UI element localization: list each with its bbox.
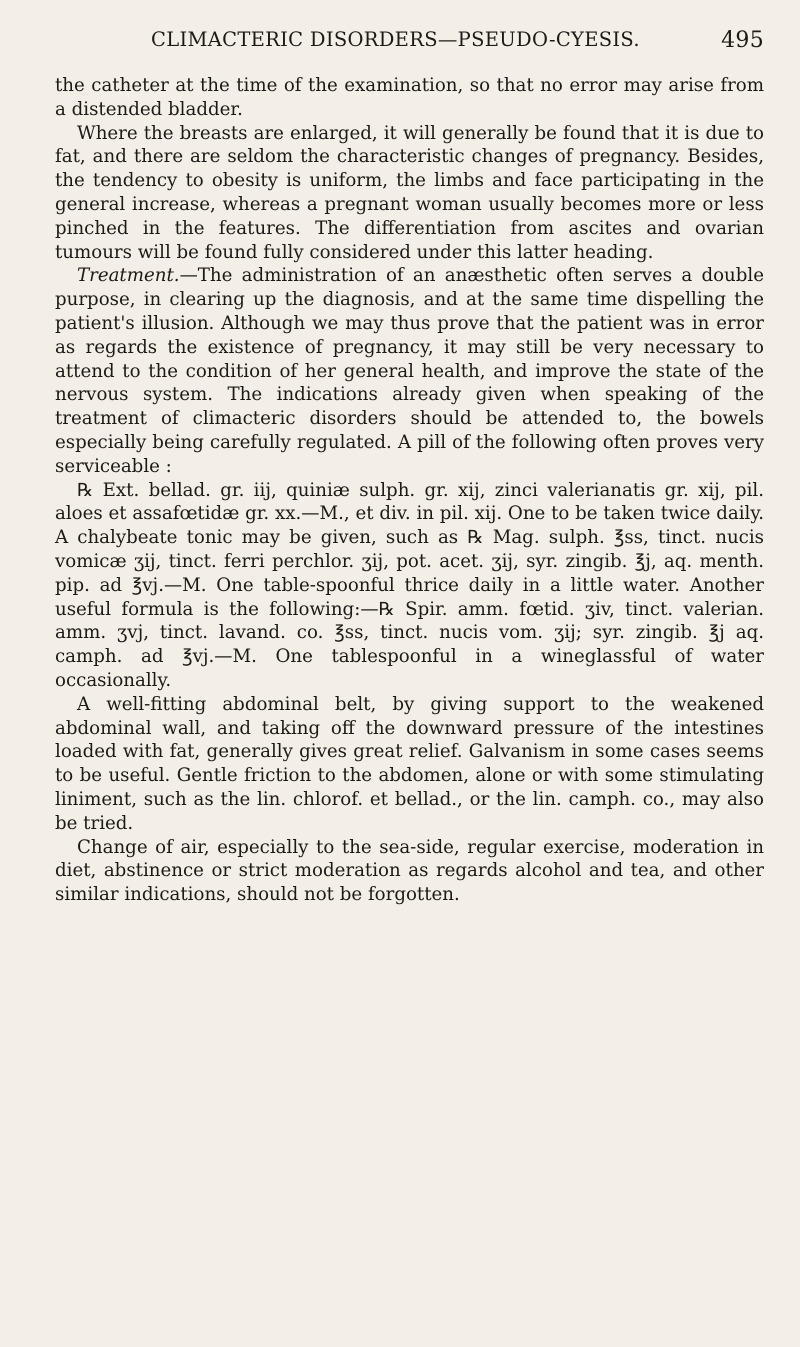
running-head-title: CLIMACTERIC DISORDERS—PSEUDO-CYESIS.: [151, 28, 640, 51]
running-head: [55, 28, 764, 62]
paragraph-text: A well-fitting abdominal belt, by giving support to the weakened abdominal wall, and taking off the downward pressure of the intestines loaded with fat, generally gives great relief. Galvanism in some cases seems to be useful. Gentle friction to the abdomen, alone or with some stimulating liniment, such as the lin. chlorof. et bellad., or the lin. camph. co., may also be tried.: [55, 693, 764, 834]
paragraph-text: —The administration of an anæsthetic often serves a double purpose, in clearing up the diagnosis, and at the same time dispelling the patient's illusion. Although we may thus prove that the patient was in error as regards the existence of pregnancy, it may still be very necessary to attend to the condition of her general health, and improve the state of the nervous system. The indications already given when speaking of the treatment of climacteric disorders should be attended to, the bowels especially being carefully regulated. A pill of the following often proves very serviceable :: [55, 265, 764, 477]
page-number: 495: [721, 28, 764, 53]
paragraph-change-of-air: [55, 836, 764, 907]
paragraph-continuation: [55, 74, 764, 122]
paragraph-text: Where the breasts are enlarged, it will generally be found that it is due to fat, and there are seldom the characteristic changes of pregnancy. Besides, the tendency to obesity is uniform, the limbs and face participating in the general increase, whereas a pregnant woman usually becomes more or less pinched in the features. The differentiation from ascites and ovarian tumours will be found fully considered under this latter heading.: [55, 122, 764, 263]
paragraph-text: the catheter at the time of the examination, so that no error may arise from a distended bladder.: [55, 75, 764, 120]
paragraph-abdominal-belt: [55, 693, 764, 836]
body-text: [55, 74, 764, 907]
paragraph-text: ℞ Ext. bellad. gr. iij, quiniæ sulph. gr. xij, zinci valerianatis gr. xij, pil. aloes et assafœtidæ gr. xx.—M., et div. in pil. xij. One to be taken twice daily. A chalybeate tonic may be given, such as ℞ Mag. sulph. ℥ss, tinct. nucis vomicæ ʒij, tinct. ferri perchlor. ʒij, pot. acet. ʒij, syr. zingib. ℥j, aq. menth. pip. ad ℥vj.—M. One table-spoonful thrice daily in a little water. Another useful formula is the following:—℞ Spir. amm. fœtid. ʒiv, tinct. valerian. amm. ʒvj, tinct. lavand. co. ℥ss, tinct. nucis vom. ʒij; syr. zingib. ℥j aq. camph. ad ℥vj.—M. One tablespoonful in a wineglassful of water occasionally.: [55, 479, 764, 691]
paragraph-text: Change of air, especially to the sea-side, regular exercise, moderation in diet, abstinence or strict moderation as regards alcohol and tea, and other similar indications, should not be forgotten.: [55, 836, 764, 906]
treatment-heading: Treatment.: [77, 265, 180, 287]
paragraph-treatment: [55, 264, 764, 478]
paragraph-breasts: [55, 122, 764, 265]
paragraph-prescriptions: [55, 479, 764, 693]
